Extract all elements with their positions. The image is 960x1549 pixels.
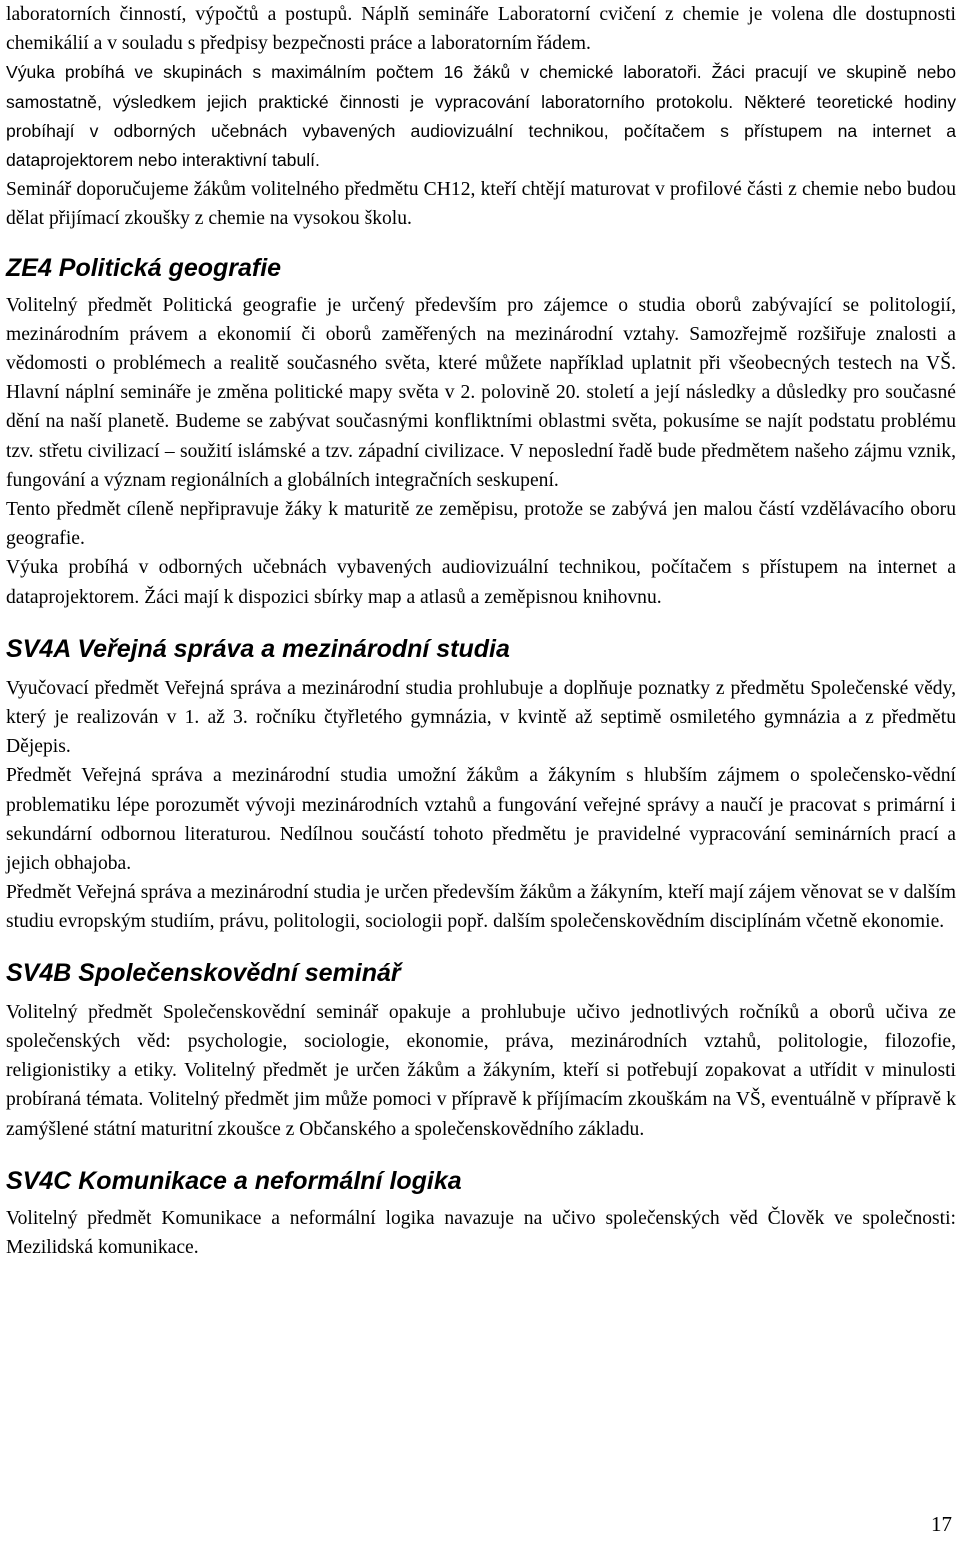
- section-heading-ze4: ZE4 Politická geografie: [6, 253, 282, 282]
- page-number: 17: [931, 1512, 952, 1536]
- ze4-paragraph-3: Výuka probíhá v odborných učebnách vybavených audiovizuální technikou, počítačem s přístupem na internet a dataprojektorem. Žáci mají k dispozici sbírky map a atlasů a zeměpisnou knihovnu.: [6, 557, 956, 608]
- document-page: [6, 0, 956, 1262]
- sv4a-paragraph-3: Předmět Veřejná správa a mezinárodní studia je určen především žákům a žákyním, kteří mají zájem věnovat se v dalším studiu evropským studiím, právu, politologii, sociologii popř. dalším společenskovědním disciplínám včetně ekonomie.: [6, 882, 956, 933]
- section-heading-sv4a: SV4A Veřejná správa a mezinárodní studia: [6, 634, 510, 663]
- intro-paragraph-1: laboratorních činností, výpočtů a postupů. Náplň semináře Laboratorní cvičení z chemie je volena dle dostupnosti chemikálií a v souladu s předpisy bezpečnosti práce a laboratorním řádem.: [6, 4, 956, 55]
- sv4a-paragraph-2: Předmět Veřejná správa a mezinárodní studia umožní žákům a žákyním s hlubším zájmem o společensko-vědní problematiku lépe porozumět vývoji mezinárodních vztahů a fungování veřejné správy a naučí je pracovat s primární i sekundární odbornou literaturou. Nedílnou součástí tohoto předmětu je pravidelné vypracování seminárních prací a jejich obhajoba.: [6, 765, 956, 875]
- sv4b-paragraph-1: Volitelný předmět Společenskovědní seminář opakuje a prohlubuje učivo jednotlivých ročníků a oborů učiva ze společenských věd: psychologie, sociologie, ekonomie, práva, mezinárodních vztahů, politologie, filozofie, religionistiky a etiky. Volitelný předmět je určen žákům a žákyním, kteří si potřebují zopakovat a utřídit v minulosti probíraná témata. Volitelný předmět jim může pomoci v přípravě k příjímacím zkouškám na VŠ, eventuálně v přípravě k zamýšlené státní maturitní zkoušce z Občanského a společenskovědního základu.: [6, 1001, 956, 1140]
- ze4-paragraph-1: Volitelný předmět Politická geografie je určený především pro zájemce o studia oborů zabývající se politologií, mezinárodním právem a ekonomií či oborů zaměřených na mezinárodní vztahy. Samozřejmě rozšiřuje znalosti a vědomosti o problémech a realitě současného světa, které můžete například uplatnit při všeobecných testech na VŠ. Hlavní náplní semináře je změna politické mapy světa v 2. polovině 20. století a její následky a důsledky pro současné dění na naší planetě. Budeme se zabývat současnými konfliktními oblastmi světa, pokusíme se najít podstatu problému tzv. střetu civilizací – soužití islámské a tzv. západní civilizace. V neposlední řadě bude předmětem našeho zájmu vznik, fungování a význam regionálních a globálních integračních seskupení.: [6, 294, 956, 491]
- sv4c-paragraph-1: Volitelný předmět Komunikace a neformální logika navazuje na učivo společenských věd Člověk ve společnosti: Mezilidská komunikace.: [6, 1207, 956, 1258]
- section-heading-sv4b: SV4B Společenskovědní seminář: [6, 958, 401, 987]
- section-heading-sv4c: SV4C Komunikace a neformální logika: [6, 1166, 462, 1195]
- intro-paragraph-2: Výuka probíhá ve skupinách s maximálním počtem 16 žáků v chemické laboratoři. Žáci pracují ve skupině nebo samostatně, výsledkem jejich praktické činnosti je vypracování laboratorního protokolu. Některé teoretické hodiny probíhají v odborných učebnách vybavených audiovizuální technikou, počítačem s přístupem na internet a dataprojektorem nebo interaktivní tabulí.: [6, 62, 956, 171]
- intro-paragraph-3: Seminář doporučujeme žákům volitelného předmětu CH12, kteří chtějí maturovat v profilové části z chemie nebo budou dělat přijímací zkoušky z chemie na vysokou školu.: [6, 179, 956, 230]
- sv4a-paragraph-1: Vyučovací předmět Veřejná správa a mezinárodní studia prohlubuje a doplňuje poznatky z předmětu Společenské vědy, který je realizován v 1. až 3. ročníku čtyřletého gymnázia, v kvintě až septimě osmiletého gymnázia a z předmětu Dějepis.: [6, 677, 956, 758]
- ze4-paragraph-2: Tento předmět cíleně nepřipravuje žáky k maturitě ze zeměpisu, protože se zabývá jen malou částí vzdělávacího oboru geografie.: [6, 499, 956, 550]
